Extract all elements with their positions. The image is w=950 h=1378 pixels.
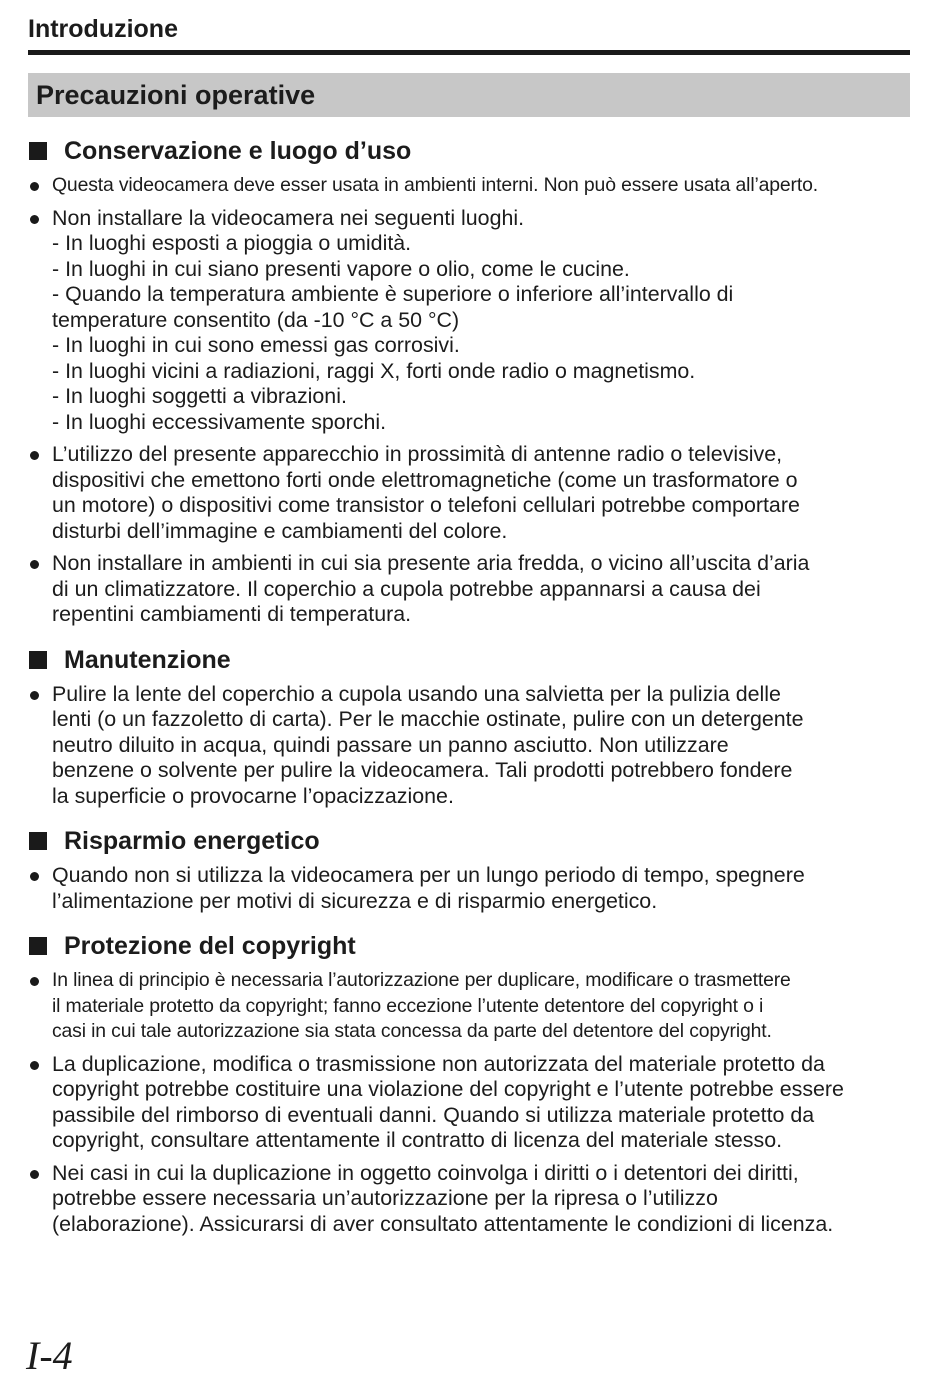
text-line: L’utilizzo del presente apparecchio in prossimità di antenne radio o televisive, <box>52 442 783 466</box>
text-line: repentini cambiamenti di temperatura. <box>52 602 412 626</box>
text-line: copyright potrebbe costituire una violazione del copyright e l’utente potrebbe essere <box>52 1077 844 1101</box>
text-line: La duplicazione, modifica o trasmissione non autorizzata del materiale protetto da <box>52 1051 825 1076</box>
bullet-list <box>28 682 910 810</box>
list-item <box>28 442 910 544</box>
text-line: Questa videocamera deve esser usata in ambienti interni. Non può essere usata all’aperto. <box>52 174 818 196</box>
text-line: temperature consentito (da -10 °C a 50 °C) <box>52 307 460 332</box>
bullet-list <box>28 173 910 628</box>
text-line: - In luoghi in cui siano presenti vapore o olio, come le cucine. <box>52 256 630 281</box>
text-line: - Quando la temperatura ambiente è superiore o inferiore all’intervallo di <box>52 282 734 306</box>
section-title: Conservazione e luogo d’uso <box>64 137 412 165</box>
text-line: casi in cui tale autorizzazione sia stata concessa da parte del detentore del copyright. <box>52 1020 772 1042</box>
square-bullet-icon <box>29 651 47 669</box>
section <box>28 646 910 810</box>
bullet-list <box>28 863 910 914</box>
section-title: Manutenzione <box>64 645 231 674</box>
text-line: benzene o solvente per pulire la videocamera. Tali prodotti potrebbero fondere <box>52 758 793 782</box>
sections-container <box>28 137 910 1237</box>
text-line: passibile del rimborso di eventuali danni. Quando si utilizza materiale protetto da <box>52 1102 815 1127</box>
text-line: neutro diluito in acqua, quindi passare un panno asciutto. Non utilizzare <box>52 732 729 757</box>
text-line: Pulire la lente del coperchio a cupola usando una salvietta per la pulizia delle <box>52 681 781 706</box>
section-heading <box>28 646 910 674</box>
list-item <box>28 682 910 810</box>
list-item <box>28 1161 910 1238</box>
text-line: Quando non si utilizza la videocamera per un lungo periodo di tempo, spegnere <box>52 863 805 887</box>
section-heading <box>28 137 910 165</box>
text-line: la superficie o provocarne l’opacizzazione. <box>52 783 454 808</box>
chapter-heading: Introduzione <box>28 0 910 55</box>
text-line: Nei casi in cui la duplicazione in oggetto coinvolga i diritti o i detentori dei diritti, <box>52 1160 799 1185</box>
text-line: - In luoghi eccessivamente sporchi. <box>52 409 387 434</box>
section <box>28 827 910 914</box>
list-item <box>28 1052 910 1154</box>
text-line: Non installare la videocamera nei seguenti luoghi. <box>52 205 525 230</box>
list-item <box>28 863 910 914</box>
square-bullet-icon <box>29 832 47 850</box>
section-banner-title: Precauzioni operative <box>36 79 316 110</box>
section <box>28 932 910 1237</box>
text-line: - In luoghi in cui sono emessi gas corrosivi. <box>52 333 460 357</box>
section <box>28 137 910 628</box>
text-line: Non installare in ambienti in cui sia presente aria fredda, o vicino all’uscita d’aria <box>52 551 810 575</box>
text-line: lenti (o un fazzoletto di carta). Per le macchie ostinate, pulire con un detergente <box>52 707 804 731</box>
text-line: disturbi dell’immagine e cambiamenti del colore. <box>52 518 508 543</box>
bullet-list <box>28 968 910 1237</box>
text-line: In linea di principio è necessaria l’autorizzazione per duplicare, modificare o trasmettere <box>52 969 791 991</box>
text-line: copyright, consultare attentamente il contratto di licenza del materiale stesso. <box>52 1128 783 1152</box>
text-line: il materiale protetto da copyright; fanno eccezione l’utente detentore del copyright o i <box>52 994 764 1017</box>
list-item <box>28 173 910 199</box>
list-item <box>28 206 910 436</box>
section-title: Risparmio energetico <box>64 827 320 855</box>
page-number: I-4 <box>26 1333 73 1378</box>
text-line: - In luoghi esposti a pioggia o umidità. <box>52 231 412 255</box>
text-line: potrebbe essere necessaria un’autorizzazione per la ripresa o l’utilizzo <box>52 1186 718 1210</box>
list-item <box>28 968 910 1045</box>
square-bullet-icon <box>29 937 47 955</box>
text-line: l’alimentazione per motivi di sicurezza e di risparmio energetico. <box>52 888 658 913</box>
list-item <box>28 551 910 628</box>
section-heading <box>28 932 910 960</box>
text-line: un motore) o dispositivi come transistor o telefoni cellulari potrebbe comportare <box>52 493 800 517</box>
text-line: - In luoghi vicini a radiazioni, raggi X, forti onde radio o magnetismo. <box>52 358 696 383</box>
square-bullet-icon <box>29 142 47 160</box>
text-line: dispositivi che emettono forti onde elettromagnetiche (come un trasformatore o <box>52 467 798 492</box>
section-heading <box>28 827 910 855</box>
text-line: (elaborazione). Assicurarsi di aver consultato attentamente le condizioni di licenza. <box>52 1211 834 1236</box>
manual-page <box>28 0 910 1244</box>
section-banner <box>28 73 910 117</box>
text-line: di un climatizzatore. Il coperchio a cupola potrebbe appannarsi a causa dei <box>52 576 761 601</box>
section-title: Protezione del copyright <box>64 932 356 960</box>
text-line: - In luoghi soggetti a vibrazioni. <box>52 384 347 408</box>
